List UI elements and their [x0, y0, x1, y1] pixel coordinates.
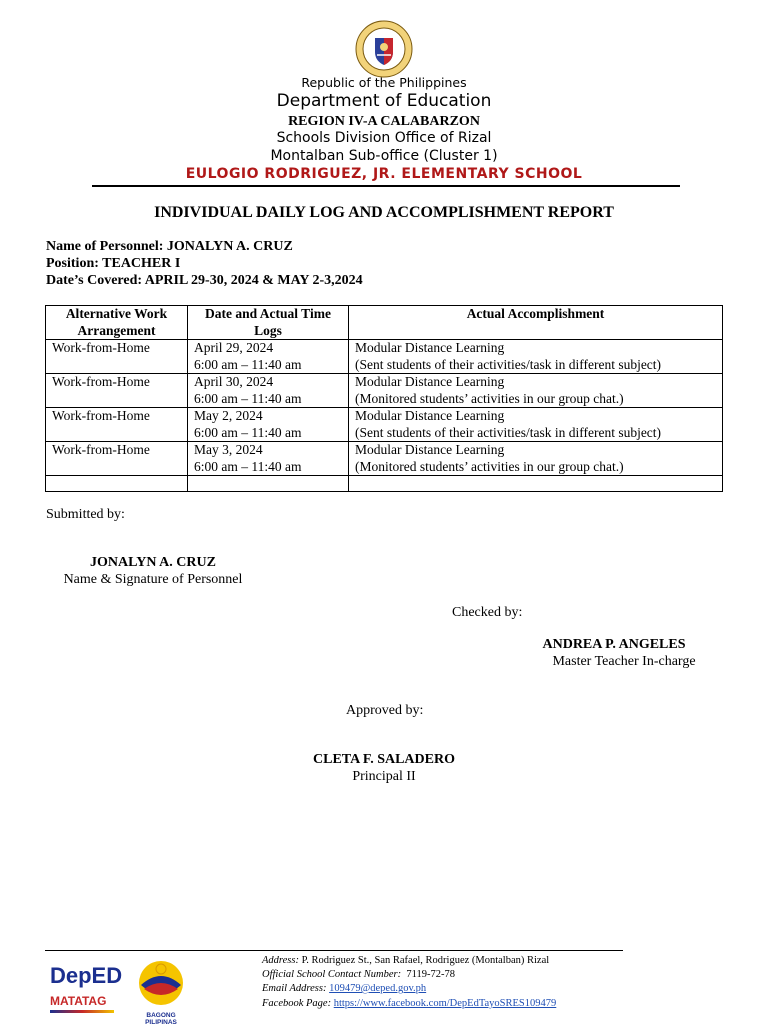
cell-accomplishment — [349, 408, 723, 442]
checked-role: Master Teacher In-charge — [552, 654, 696, 669]
region-text: REGION IV-A CALABARZON — [288, 114, 480, 129]
footer-email — [262, 983, 426, 994]
cell-acc-detail: (Sent students of their activities/task in different subject) — [355, 424, 662, 440]
cell-time: 6:00 am – 11:40 am — [194, 356, 302, 372]
cell-acc-main: Modular Distance Learning — [355, 408, 505, 423]
cell-acc-main: Modular Distance Learning — [355, 374, 505, 389]
footer-contact — [262, 969, 455, 980]
logo-underline — [50, 1010, 114, 1013]
daily-log-table — [45, 305, 723, 492]
empty-cell — [188, 476, 349, 492]
cell-arrangement: Work-from-Home — [46, 408, 188, 442]
bagong-pilipinas-logo — [132, 955, 190, 1026]
contact-value: 7119-72-78 — [406, 969, 455, 980]
cell-acc-main: Modular Distance Learning — [355, 340, 505, 355]
address-label: Address: — [262, 955, 299, 966]
approved-name: CLETA F. SALADERO — [313, 752, 455, 767]
empty-cell — [349, 476, 723, 492]
deped-matatag-logo — [50, 958, 123, 1020]
checked-label: Checked by: — [452, 605, 523, 620]
table-empty-row — [46, 476, 723, 492]
bagong-pilipinas-emblem-icon — [132, 955, 190, 1007]
header-divider — [92, 185, 680, 187]
facebook-link[interactable]: https://www.facebook.com/DepEdTayoSRES109479 — [333, 998, 557, 1009]
footer-facebook — [262, 998, 556, 1009]
email-label: Email Address: — [262, 983, 327, 994]
cell-accomplishment — [349, 442, 723, 476]
dates-covered: Date’s Covered: APRIL 29-30, 2024 & MAY 2-3,2024 — [46, 273, 363, 288]
cell-arrangement: Work-from-Home — [46, 374, 188, 408]
header-accomplishment: Actual Accomplishment — [349, 306, 723, 340]
cell-date: May 3, 2024 — [194, 442, 263, 457]
table-row — [46, 374, 723, 408]
approved-role: Principal II — [352, 769, 416, 784]
cell-acc-detail: (Monitored students’ activities in our group chat.) — [355, 390, 624, 406]
contact-label: Official School Contact Number: — [262, 969, 402, 980]
cell-date: May 2, 2024 — [194, 408, 263, 423]
submitted-role: Name & Signature of Personnel — [63, 572, 243, 587]
submitted-name: JONALYN A. CRUZ — [90, 555, 216, 570]
cell-acc-detail: (Sent students of their activities/task in different subject) — [355, 356, 662, 372]
footer-divider — [45, 950, 623, 951]
matatag-logo-text: MATATAG — [50, 994, 107, 1008]
personnel-name: Name of Personnel: JONALYN A. CRUZ — [46, 239, 293, 254]
facebook-label: Facebook Page: — [262, 998, 332, 1009]
department-title: Department of Education — [276, 91, 492, 111]
deped-seal-logo — [355, 20, 413, 78]
personnel-position: Position: TEACHER I — [46, 256, 181, 271]
cell-time: 6:00 am – 11:40 am — [194, 390, 302, 406]
division-text: Schools Division Office of Rizal — [276, 130, 492, 146]
cell-date: April 30, 2024 — [194, 374, 274, 389]
republic-text: Republic of the Philippines — [301, 75, 467, 90]
cell-time: 6:00 am – 11:40 am — [194, 424, 302, 440]
checked-name: ANDREA P. ANGELES — [542, 637, 686, 652]
cell-date-time — [188, 408, 349, 442]
approved-label: Approved by: — [346, 703, 424, 718]
empty-cell — [46, 476, 188, 492]
school-name: EULOGIO RODRIGUEZ, JR. ELEMENTARY SCHOOL — [185, 166, 583, 182]
header-arrangement: Alternative Work Arrangement — [46, 306, 188, 340]
cell-arrangement: Work-from-Home — [46, 442, 188, 476]
submitted-label: Submitted by: — [46, 507, 125, 522]
table-row — [46, 340, 723, 374]
bagong-pilipinas-text: BAGONG PILIPINAS — [145, 1012, 177, 1026]
cell-acc-main: Modular Distance Learning — [355, 442, 505, 457]
suboffice-text: Montalban Sub-office (Cluster 1) — [270, 148, 498, 164]
email-link[interactable]: 109479@deped.gov.ph — [329, 983, 427, 994]
table-row — [46, 442, 723, 476]
address-value: P. Rodriguez St., San Rafael, Rodriguez (Montalban) Rizal — [301, 955, 550, 966]
cell-date: April 29, 2024 — [194, 340, 274, 355]
cell-date-time — [188, 374, 349, 408]
cell-arrangement: Work-from-Home — [46, 340, 188, 374]
cell-date-time — [188, 442, 349, 476]
table-row — [46, 408, 723, 442]
cell-time: 6:00 am – 11:40 am — [194, 458, 302, 474]
report-title: INDIVIDUAL DAILY LOG AND ACCOMPLISHMENT REPORT — [154, 204, 614, 221]
cell-accomplishment — [349, 340, 723, 374]
footer-address — [262, 955, 549, 966]
table-header-row — [46, 306, 723, 340]
deped-logo-text: DepED — [50, 963, 123, 988]
cell-acc-detail: (Monitored students’ activities in our group chat.) — [355, 458, 624, 474]
cell-accomplishment — [349, 374, 723, 408]
header-date-time: Date and Actual Time Logs — [188, 306, 349, 340]
cell-date-time — [188, 340, 349, 374]
